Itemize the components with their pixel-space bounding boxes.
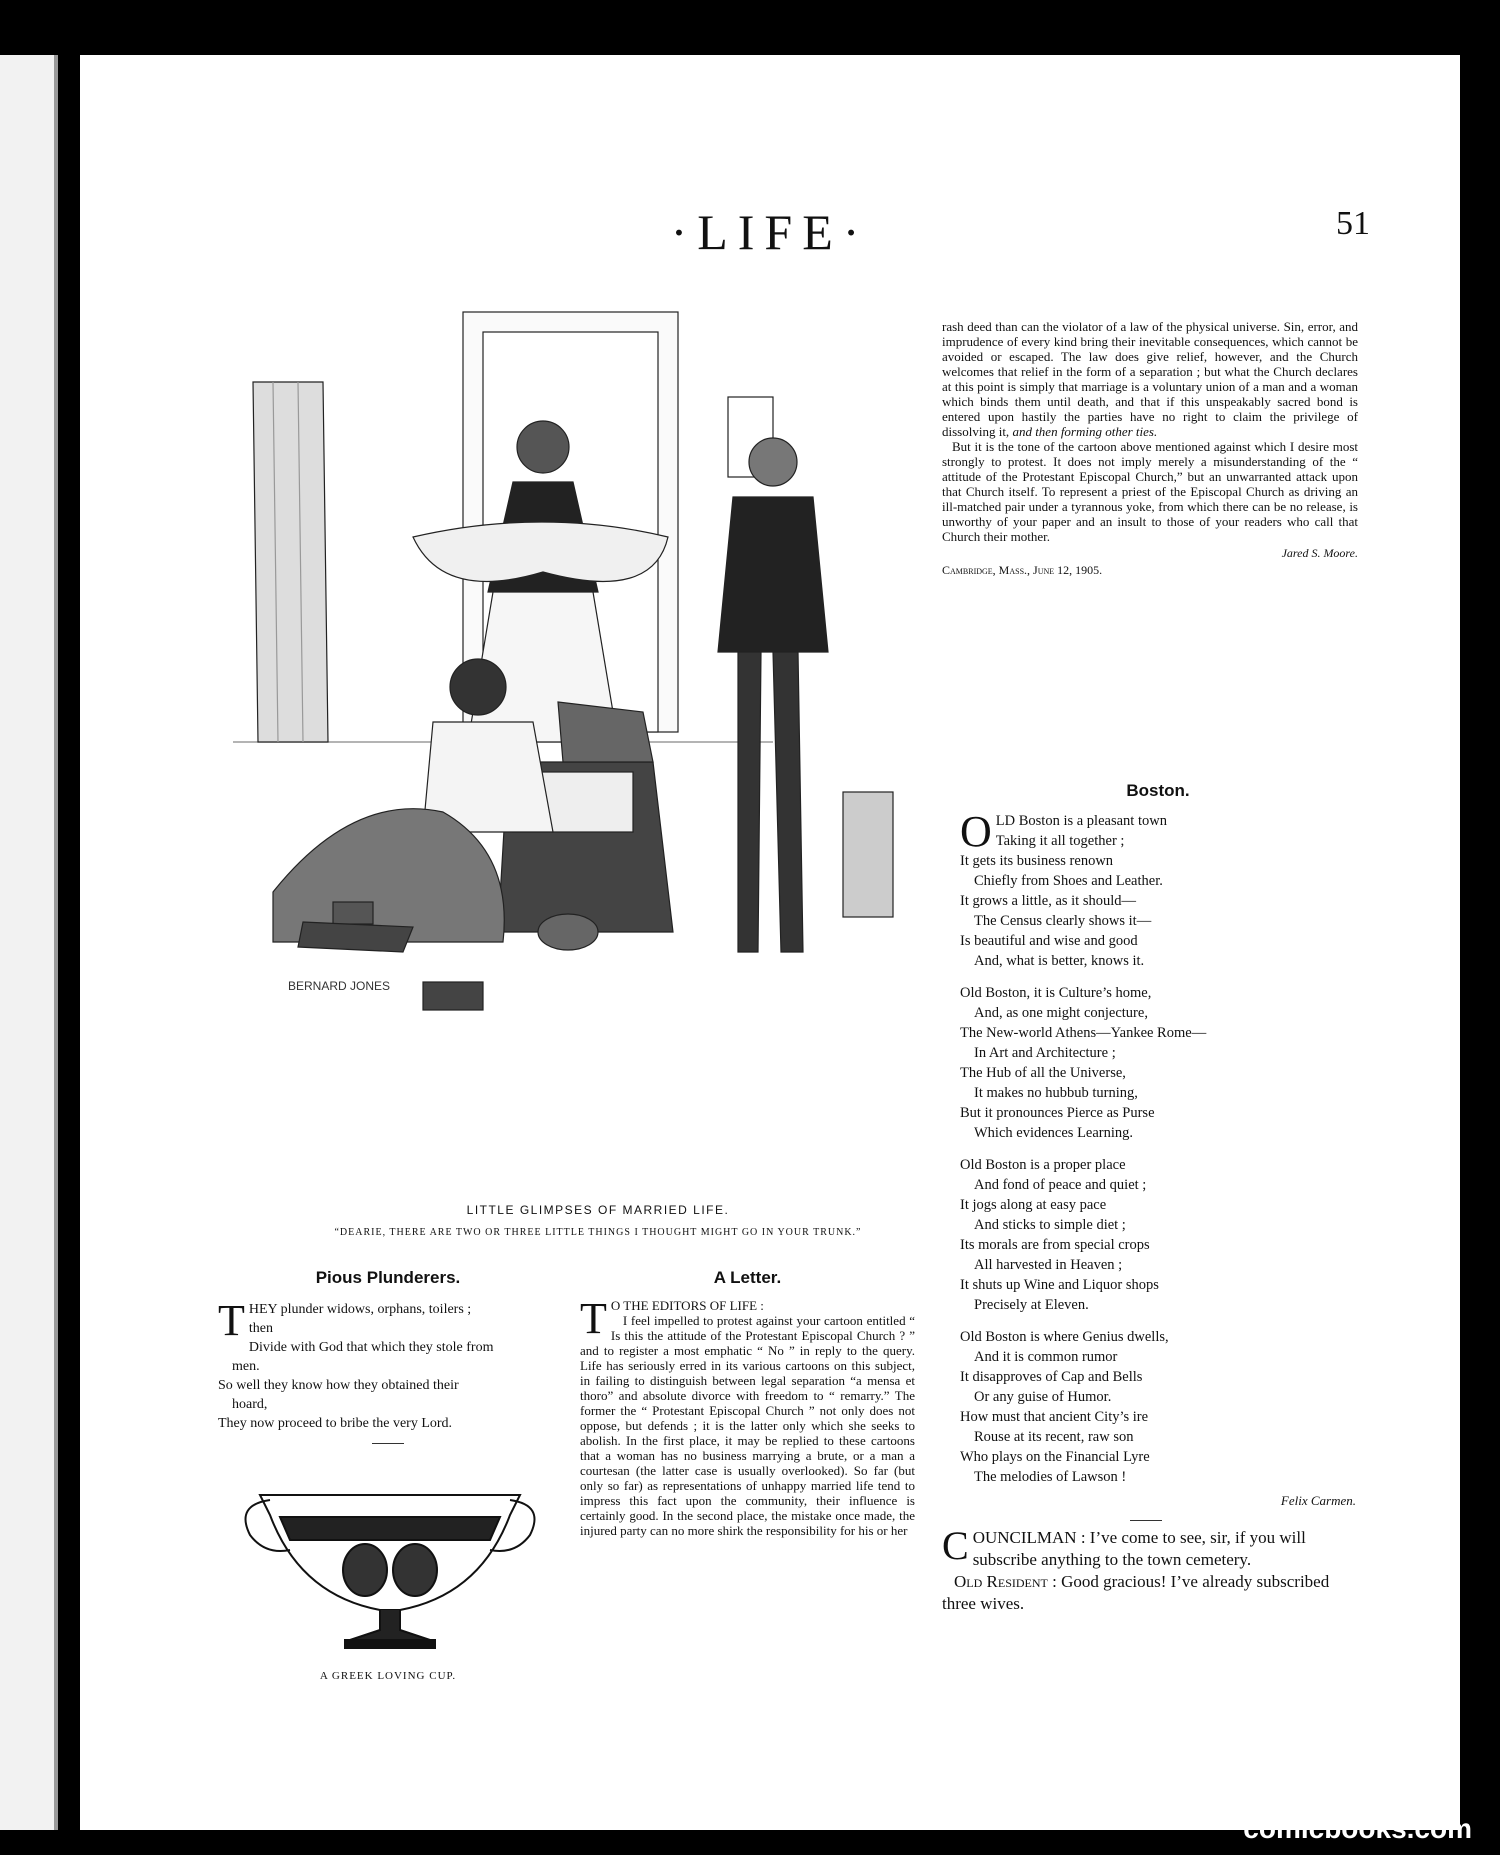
poem-line: Precisely at Eleven. xyxy=(974,1297,1089,1313)
poem-line: So well they know how they obtained their xyxy=(218,1378,459,1393)
poem-line: In Art and Architecture ; xyxy=(974,1045,1116,1061)
poem-line: The melodies of Lawson ! xyxy=(974,1469,1127,1485)
poem-line: hoard, xyxy=(232,1397,268,1412)
magazine-page xyxy=(80,55,1460,1830)
poem-line: How must that ancient City’s ire xyxy=(960,1409,1149,1425)
poem-line: LD Boston is a pleasant town xyxy=(995,813,1167,829)
vase-caption: A GREEK LOVING CUP. xyxy=(319,1670,457,1682)
letter-continuation xyxy=(942,319,1358,578)
poem-line: It makes no hubbub turning, xyxy=(974,1085,1138,1101)
boston-stanza xyxy=(960,807,1356,971)
greek-loving-cup-illustration xyxy=(240,1465,540,1665)
councilman-joke xyxy=(942,1523,1358,1615)
letter-signature: Jared S. Moore. xyxy=(1281,546,1358,560)
boston-title: Boston. xyxy=(1126,781,1190,800)
letter-drop-cap: T xyxy=(580,1294,607,1343)
poem-line: Chiefly from Shoes and Leather. xyxy=(974,873,1163,889)
poem-line: It jogs along at easy pace xyxy=(960,1197,1107,1213)
poem-line: Divide with God that which they stole from xyxy=(248,1340,494,1355)
poem-line: They now proceed to bribe the very Lord. xyxy=(218,1416,453,1431)
poem-line: then xyxy=(248,1321,273,1336)
adjacent-page-edge xyxy=(0,55,58,1830)
section-divider xyxy=(372,1443,404,1444)
boston-stanzas xyxy=(960,807,1356,1487)
councilman-line: : I’ve come to see, sir, if you will subscribe anything to the town cemetery. xyxy=(972,1528,1306,1569)
poem-line: It gets its business renown xyxy=(960,853,1114,869)
councilman-speaker: OUNCILMAN xyxy=(972,1528,1077,1547)
poem-line: The New-world Athens—Yankee Rome— xyxy=(960,1025,1207,1041)
poem-line: Old Boston is a proper place xyxy=(960,1157,1126,1173)
boston-poem xyxy=(960,781,1356,1509)
poem-line: The Census clearly shows it— xyxy=(974,913,1152,929)
pious-plunderers-poem xyxy=(218,1268,558,1454)
boston-stanza xyxy=(960,1155,1356,1315)
letter-dateline: Cambridge, Mass., June 12, 1905. xyxy=(942,563,1103,577)
boston-stanza xyxy=(960,1327,1356,1487)
poem-line: It shuts up Wine and Liquor shops xyxy=(960,1277,1159,1293)
poem-line: Taking it all together ; xyxy=(995,833,1125,849)
a-letter-article xyxy=(580,1268,915,1538)
watermark-text: comicbooks.com xyxy=(1243,1813,1472,1844)
poem-line: The Hub of all the Universe, xyxy=(960,1065,1126,1081)
poem-line: Who plays on the Financial Lyre xyxy=(960,1449,1150,1465)
letter-continuation-paragraph: But it is the tone of the cartoon above mentioned against which I desire most strongly to protest. It does not imply merely a misunderstanding of the “ attitude of the Protestant Episcopal Church,” but an unwarranted attack upon that Church itself. To represent a priest of the Episcopal Church as driving an ill-matched pair under a tyrannous yoke, from which there can be no release, is unworthy of your paper and an insult to those of your readers who call that Church their mother. xyxy=(942,439,1358,544)
poem-line: Old Boston, it is Culture’s home, xyxy=(960,985,1152,1001)
letter-continuation-paragraph: rash deed than can the violator of a law of the physical universe. Sin, error, and imprudence of every kind bring their inevitable consequences, which cannot be avoided or escaped. The law does give relief, however, and the Church welcomes that relief in the form of a separation ; but what the Church declares at this point is simply that marriage is a voluntary union of a man and a woman which binds them until death, and that if this unspeakably sacred bond is entered upon hastily the parties have no right to claim the privilege of dissolving it, and then forming other ties. xyxy=(942,319,1358,439)
pious-lines xyxy=(218,1296,558,1433)
poem-line: men. xyxy=(232,1359,260,1374)
pious-drop-cap: T xyxy=(218,1296,245,1345)
poem-line: Its morals are from special crops xyxy=(960,1237,1150,1253)
poem-line: And, as one might conjecture, xyxy=(974,1005,1148,1021)
illustration-caption-quote: “DEARIE, THERE ARE TWO OR THREE LITTLE THINGS I THOUGHT MIGHT GO IN YOUR TRUNK.” xyxy=(334,1227,862,1238)
masthead: ·LIFE· xyxy=(670,204,870,260)
poem-line: Rouse at its recent, raw son xyxy=(974,1429,1134,1445)
poem-line: Which evidences Learning. xyxy=(974,1125,1134,1141)
poem-line: It disapproves of Cap and Bells xyxy=(960,1369,1143,1385)
poem-line: But it pronounces Pierce as Purse xyxy=(960,1105,1155,1121)
poem-line: All harvested in Heaven ; xyxy=(974,1257,1123,1273)
section-divider xyxy=(1130,1520,1162,1521)
pious-title: Pious Plunderers. xyxy=(315,1268,461,1287)
poem-line: HEY plunder widows, orphans, toilers ; xyxy=(248,1302,472,1317)
poem-line: And fond of peace and quiet ; xyxy=(974,1177,1147,1193)
boston-drop-cap: O xyxy=(960,807,992,856)
poem-line: Old Boston is where Genius dwells, xyxy=(960,1329,1169,1345)
councilman-drop-cap: C xyxy=(942,1523,969,1568)
old-resident-speaker: Old Resident xyxy=(954,1572,1048,1591)
poem-line: And, what is better, knows it. xyxy=(974,953,1145,969)
poem-line: And it is common rumor xyxy=(974,1349,1118,1365)
boston-stanza xyxy=(960,983,1356,1143)
poem-line: And sticks to simple diet ; xyxy=(974,1217,1126,1233)
poem-line: Or any guise of Humor. xyxy=(974,1389,1112,1405)
boston-signature: Felix Carmen. xyxy=(1280,1493,1356,1508)
illustration-signature: BERNARD JONES xyxy=(288,979,391,993)
poem-line: Is beautiful and wise and good xyxy=(960,933,1138,949)
letter-salutation: O THE EDITORS OF LIFE : xyxy=(610,1298,764,1313)
married-life-illustration xyxy=(213,272,983,1187)
poem-line: It grows a little, as it should— xyxy=(960,893,1136,909)
letter-title: A Letter. xyxy=(713,1268,782,1287)
old-resident-line: : Good gracious! I’ve already subscribed three wives. xyxy=(942,1572,1330,1613)
illustration-caption-title: LITTLE GLIMPSES OF MARRIED LIFE. xyxy=(466,1203,730,1217)
letter-body: I feel impelled to protest against your cartoon entitled “ Is this the attitude of the Protestant Episcopal Church ? ” and to register a most emphatic “ No ” in reply to the query. Life has seriously erred in its various cartoons on this subject, in failing to distinguish between legal separation “a mensa et thoro” and absolute divorce with freedom to “ remarry.” The former the “ Protestant Episcopal Church ” not only does not oppose, but defends ; it is the latter only which she seeks to abolish. In the first place, it may be replied to these cartoons that a woman has no business marrying a brute, or a man a courtesan (the latter case is usually overlooked). So far (but only so far) as representations of unhappy married life tend to impress this fact upon the community, their influence is certainly good. In the second place, the mistake once made, the injured party can no more shirk the responsibility for his or her xyxy=(580,1313,915,1538)
page-number: 51 xyxy=(1336,205,1370,242)
